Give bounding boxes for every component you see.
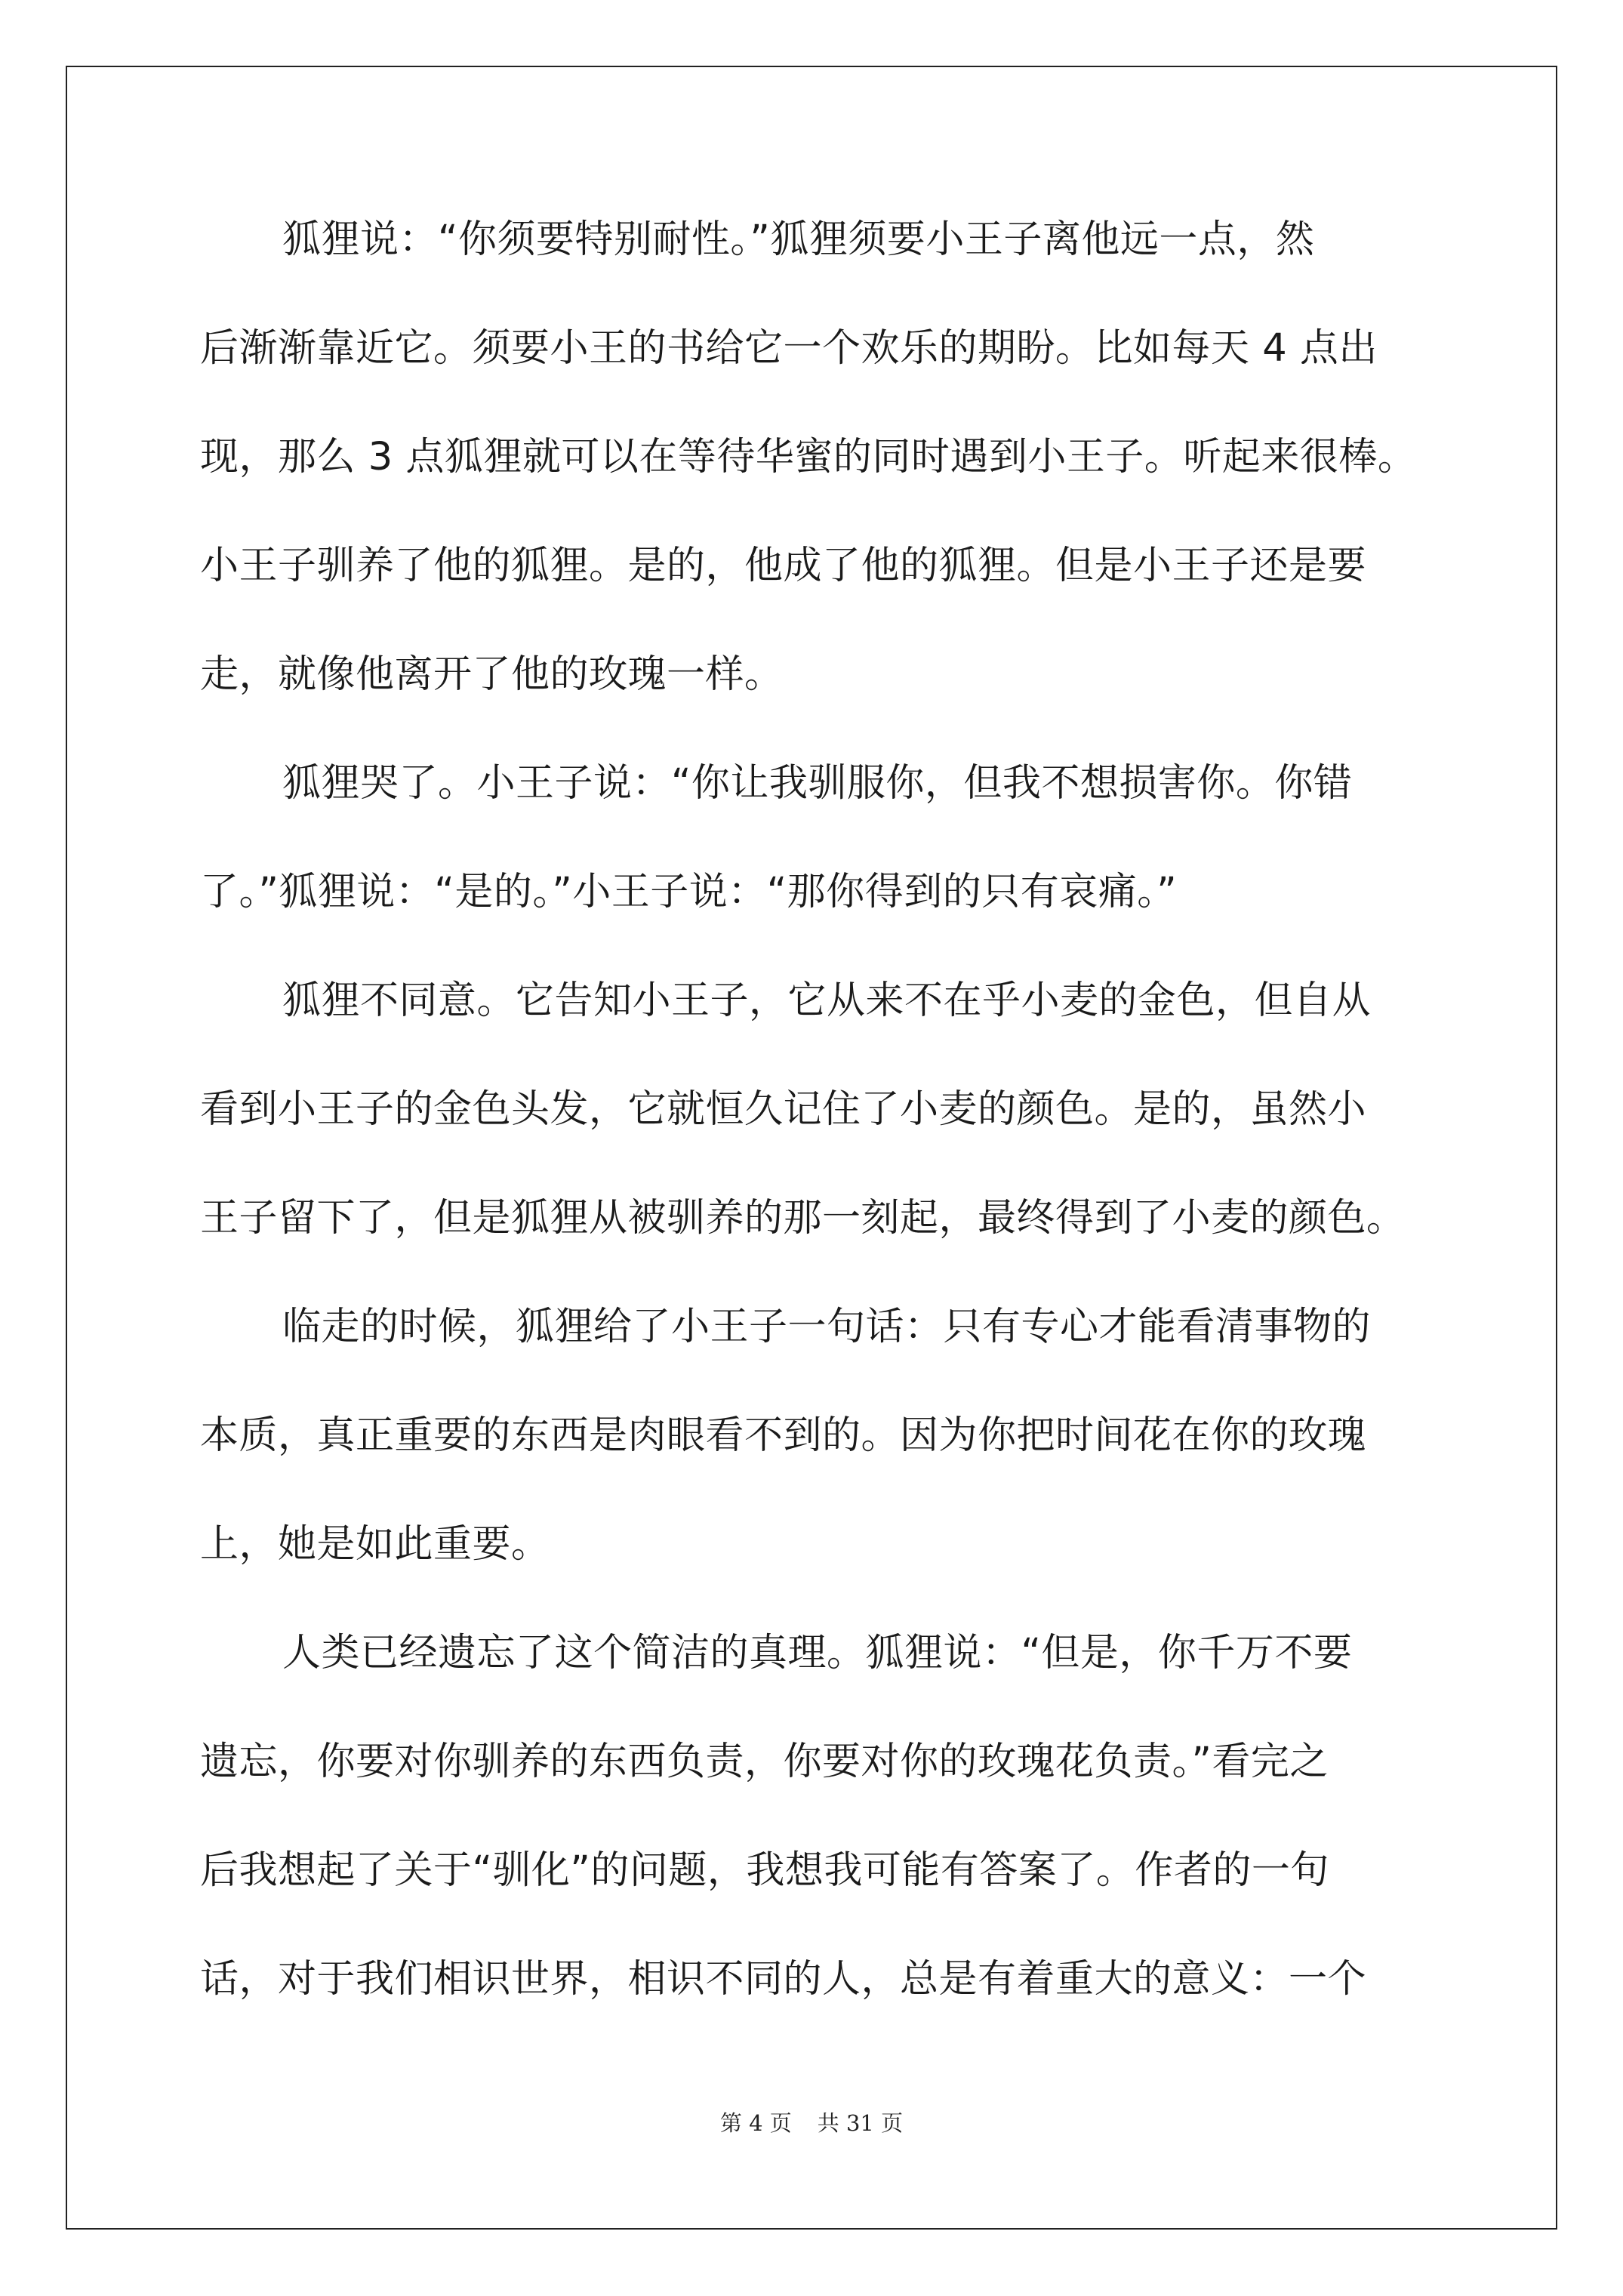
text-line: 上，她是如此重要。 <box>200 1522 550 1567</box>
text-line: 小王子驯养了他的狐狸。是的，他成了他的狐狸。但是小王子还是要 <box>200 544 1367 588</box>
page-total: 共 31 页 <box>817 2110 904 2136</box>
text-line: 遗忘，你要对你驯养的东西负责，你要对你的玫瑰花负责。”看完之 <box>200 1740 1329 1784</box>
text-line: 现，那么 3 点狐狸就可以在等待华蜜的同时遇到小王子。听起来很棒。 <box>200 435 1417 479</box>
text-line: 临走的时候，狐狸给了小王子一句话：只有专心才能看清事物的 <box>282 1305 1372 1349</box>
text-line: 后我想起了关于“驯化”的问题，我想我可能有答案了。作者的一句 <box>200 1848 1329 1893</box>
text-line: 本质，真正重要的东西是肉眼看不到的。因为你把时间花在你的玫瑰 <box>200 1413 1367 1458</box>
document-body <box>200 217 1438 2066</box>
text-line: 看到小王子的金色头发，它就恒久记住了小麦的颜色。是的，虽然小 <box>200 1087 1367 1132</box>
text-line: 狐狸说：“你须要特别耐性。”狐狸须要小王子离他远一点，然 <box>282 217 1315 262</box>
text-line: 后渐渐靠近它。须要小王的书给它一个欢乐的期盼。比如每天 4 点出 <box>200 326 1378 371</box>
text-line: 走，就像他离开了他的玫瑰一样。 <box>200 652 784 697</box>
page-footer <box>0 2106 1623 2137</box>
text-line: 王子留下了，但是狐狸从被驯养的那一刻起，最终得到了小麦的颜色。 <box>200 1196 1406 1240</box>
text-line: 人类已经遗忘了这个简洁的真理。狐狸说：“但是，你千万不要 <box>282 1631 1353 1675</box>
page-number: 第 4 页 <box>719 2110 792 2136</box>
text-line: 狐狸哭了。小王子说：“你让我驯服你，但我不想损害你。你错 <box>282 761 1353 806</box>
text-line: 话，对于我们相识世界，相识不同的人，总是有着重大的意义：一个 <box>200 1957 1367 2002</box>
text-line: 了。”狐狸说：“是的。”小王子说：“那你得到的只有哀痛。” <box>200 870 1178 914</box>
text-line: 狐狸不同意。它告知小王子，它从来不在乎小麦的金色，但自从 <box>282 978 1372 1023</box>
